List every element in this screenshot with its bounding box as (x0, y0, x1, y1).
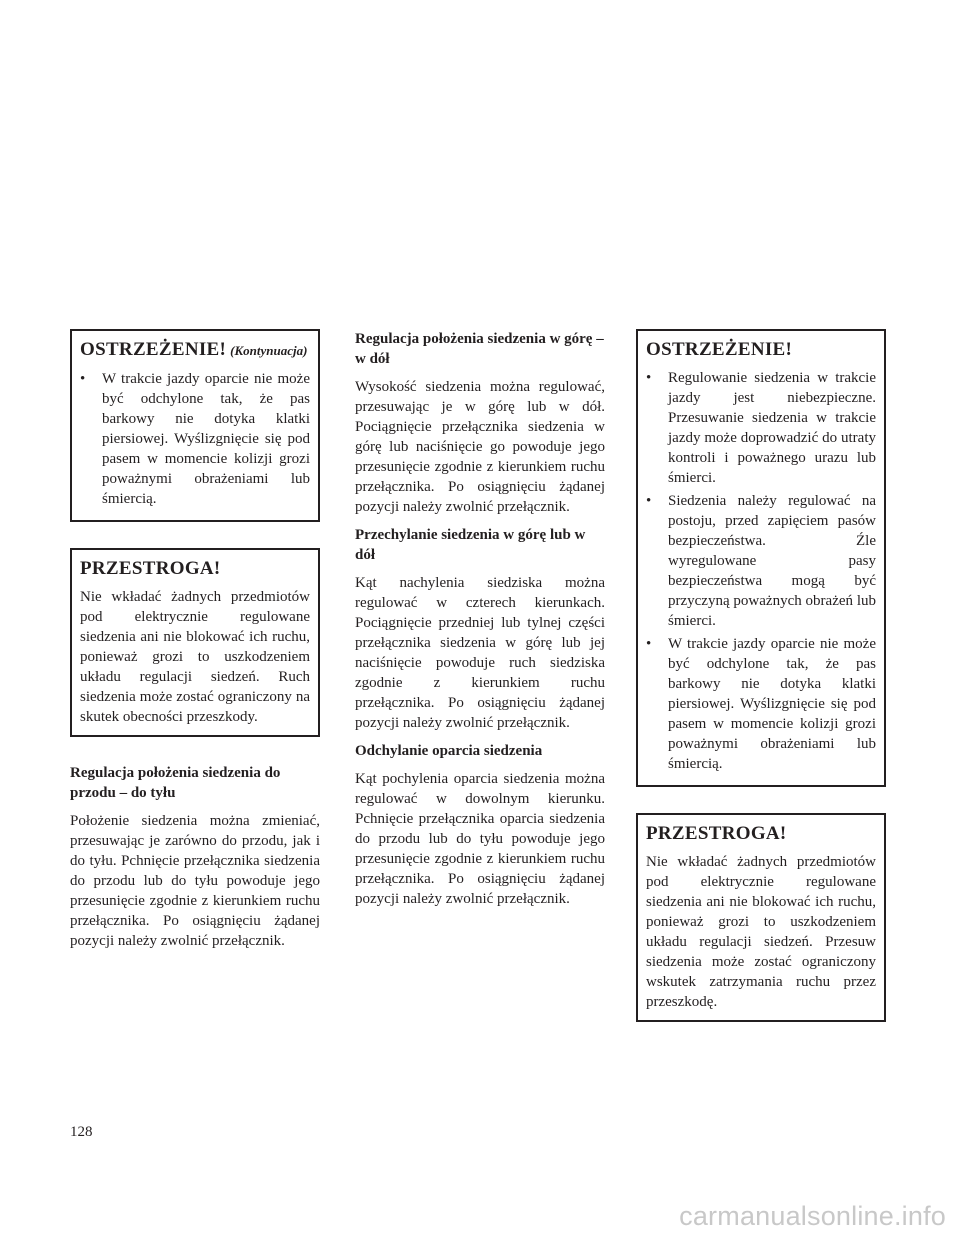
warning-list (646, 368, 876, 774)
warning-box (636, 329, 886, 787)
bullet-icon: • (646, 636, 652, 652)
section-text: Położenie siedzenia można zmieniać, przesuwając je zarówno do przodu, jak i do tyłu. Pchnięcie przełącznika siedzenia do przodu lub do tyłu powoduje jego przesunięcie zgodnie z kierunkiem ruchu przełącznika. Po osiągnięciu żądanej pozycji należy zwolnić przełącznik. (70, 813, 320, 949)
warning-item-text: Regulowanie siedzenia w trakcie jazdy jest niebezpieczne. Przesuwanie siedzenia w trakcie jazdy może doprowadzić do utraty kontroli i poważnego urazu lub śmierci. (668, 370, 876, 486)
warning-item (646, 491, 876, 631)
caution-text: Nie wkładać żadnych przedmiotów pod elektrycznie regulowane siedzenia ani nie blokować ich ruchu, ponieważ grozi to uszkodzeniem układu regulacji siedzeń. Przesuw siedzenia może zostać ograniczony wskutek zatrzymania ruchu przez przeszkodę. (646, 854, 876, 1010)
caution-text: Nie wkładać żadnych przedmiotów pod elektrycznie regulowane siedzenia ani nie blokować ich ruchu, ponieważ grozi to uszkodzeniem układu regulacji siedzeń. Ruch siedzenia może zostać ograniczony na skutek obecności przeszkody. (80, 589, 310, 725)
warning-title: OSTRZEŻENIE! (646, 339, 793, 360)
section-heading: Regulacja położenia siedzenia w górę – w dół (355, 331, 604, 367)
section-text: Kąt pochylenia oparcia siedzenia można regulować w dowolnym kierunku. Pchnięcie przełącznika oparcia siedzenia do przodu lub do tyłu powoduje jego przesunięcie zgodnie z kierunkiem ruchu przełącznika. Po osiągnięciu żądanej pozycji należy zwolnić przełącznik. (355, 771, 605, 907)
warning-item (80, 369, 310, 509)
watermark: carmanualsonline.info (679, 1201, 946, 1231)
warning-item-text: Siedzenia należy regulować na postoju, przed zapięciem pasów bezpieczeństwa. Źle wyregulowane pasy bezpieczeństwa mogą być przyczyną poważnych obrażeń lub śmierci. (668, 493, 876, 629)
caution-title: PRZESTROGA! (646, 823, 787, 844)
warning-box (70, 329, 320, 522)
section-heading: Regulacja położenia siedzenia do przodu – do tyłu (70, 765, 281, 801)
warning-title (80, 338, 310, 363)
bullet-icon: • (646, 370, 652, 386)
column-right (636, 329, 886, 1048)
continuation-label: (Kontynuacja) (230, 343, 308, 358)
warning-item (646, 634, 876, 774)
section-text: Kąt nachylenia siedziska można regulować w czterech kierunkach. Pociągnięcie przedniej lub tylnej części przełącznika siedzenia w górę lub jej naciśnięcie powoduje ruch siedziska zgodnie z kierunkiem ruchu przełącznika. Po osiągnięciu żądanej pozycji należy zwolnić przełącznik. (355, 575, 605, 731)
page-number: 128 (70, 1124, 93, 1140)
caution-box (70, 548, 320, 737)
warning-list (80, 369, 310, 509)
caution-box (636, 813, 886, 1022)
warning-item-text: W trakcie jazdy oparcie nie może być odchylone tak, że pas barkowy nie dotyka klatki piersiowej. Wyślizgnięcie się pod pasem w momencie kolizji grozi poważnymi obrażeniami lub śmiercią. (102, 371, 310, 507)
warning-item-text: W trakcie jazdy oparcie nie może być odchylone tak, że pas barkowy nie dotyka klatki piersiowej. Wyślizgnięcie się pod pasem w momencie kolizji grozi poważnymi obrażeniami lub śmiercią. (668, 636, 876, 772)
section-heading: Odchylanie oparcia siedzenia (355, 743, 543, 759)
warning-item (646, 368, 876, 488)
column-left (70, 329, 320, 959)
warning-title-text: OSTRZEŻENIE! (80, 339, 227, 360)
section-heading: Przechylanie siedzenia w górę lub w dół (355, 527, 586, 563)
section-text: Wysokość siedzenia można regulować, przesuwając je w górę lub w dół. Pociągnięcie przełącznika siedzenia w górę lub naciśnięcie go powoduje jego przesunięcie zgodnie z kierunkiem ruchu przełącznika. Po osiągnięciu żądanej pozycji należy zwolnić przełącznik. (355, 379, 605, 515)
bullet-icon: • (646, 493, 652, 509)
column-middle (355, 329, 605, 917)
bullet-icon: • (80, 371, 86, 387)
caution-title: PRZESTROGA! (80, 558, 221, 579)
